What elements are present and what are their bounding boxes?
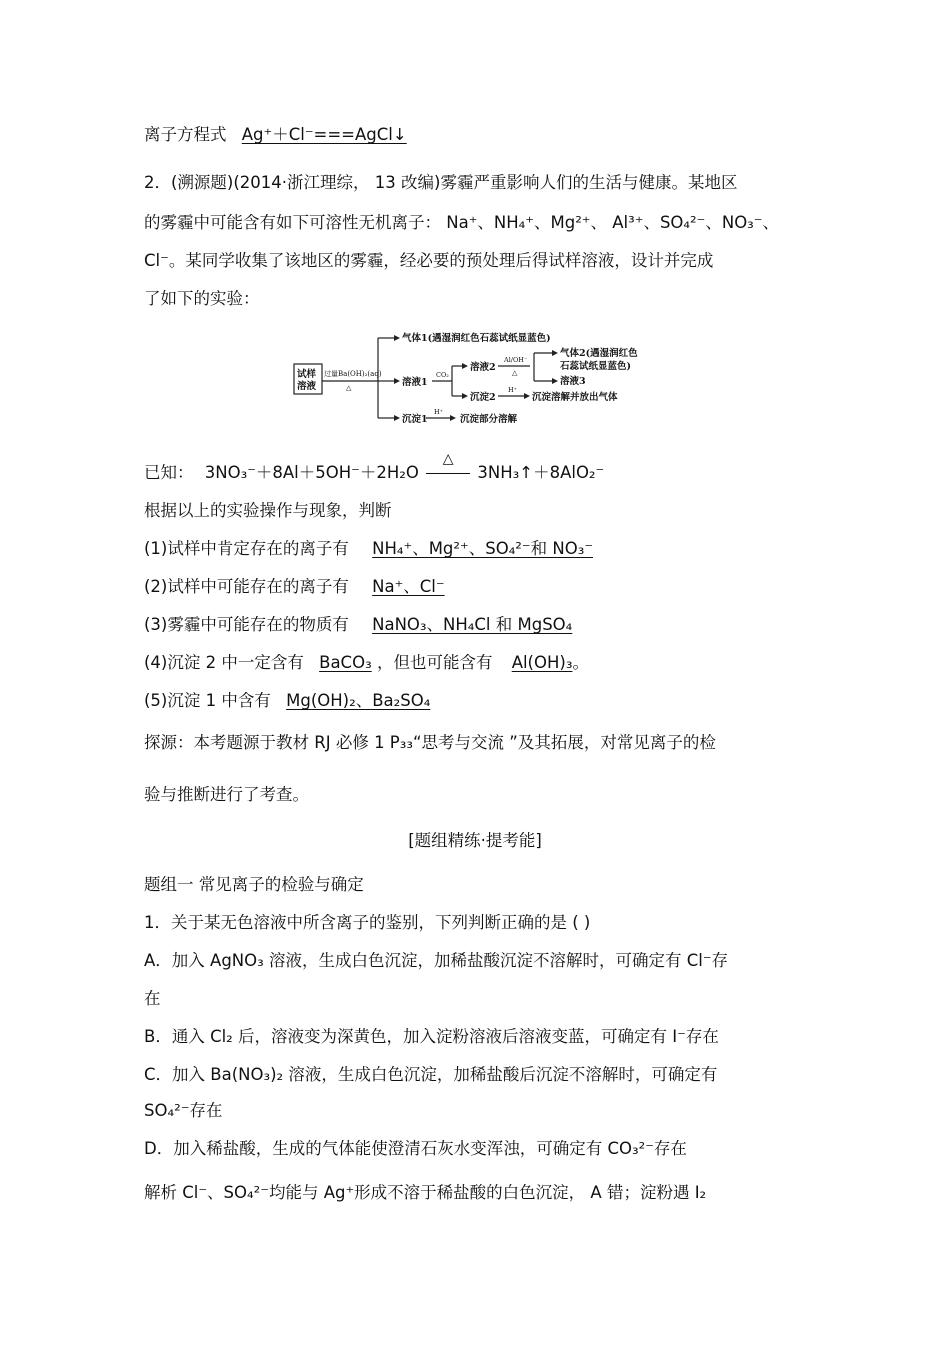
question-2-line1: 2．(溯源题)(2014·浙江理综， 13 改编)雾霾严重影响人们的生活与健康。某地区 [144,173,738,192]
sub-question-2-text: (2)试样中可能存在的离子有 [144,577,349,596]
heat-symbol-2: △ [512,369,518,377]
sub-question-4-text: (4)沉淀 2 中一定含有 [144,653,304,672]
option-a: A．加入 AgNO₃ 溶液，生成白色沉淀，加稀盐酸沉淀不溶解时，可确定有 Cl⁻存 [144,951,729,970]
heat-arrow [424,451,472,484]
precipitate-1: 沉淀1 [402,414,428,425]
sample-label-1: 试样 [297,369,317,380]
experiment-flow-diagram [290,326,670,430]
reagent-h-1: H⁺ [508,386,518,394]
answer-ionic-equation: Ag⁺＋Cl⁻===AgCl↓ [241,125,407,144]
sub-question-3 [144,614,572,636]
heat-symbol: △ [442,451,454,467]
question-2-line2: 的雾霾中可能含有如下可溶性无机离子： Na⁺、NH₄⁺、Mg²⁺、 Al³⁺、SO₄²⁻、NO₃⁻、 [144,213,780,232]
sub-question-4-answer-2: Al(OH)₃ [511,653,573,672]
solution-3: 溶液3 [560,376,586,387]
sub-question-4-end: 。 [572,653,589,672]
known-reactants: 3NO₃⁻＋8Al＋5OH⁻＋2H₂O [204,463,419,482]
sub-question-5 [144,690,430,712]
known-products: 3NH₃↑＋8AlO₂⁻ [477,463,605,482]
section-heading: [题组精练·提考能] [408,831,542,850]
gas-1: 气体1(遇湿润红色石蕊试纸显蓝色) [402,333,551,344]
result-precipitate-2: 沉淀溶解并放出气体 [532,392,618,403]
known-label: 已知： [144,463,194,482]
sub-question-5-answer: Mg(OH)₂、Ba₂SO₄ [286,691,431,710]
arrow-line [426,473,470,474]
sub-question-2-answer: Na⁺、Cl⁻ [372,577,445,596]
analysis-line: 解析 Cl⁻、SO₄²⁻均能与 Ag⁺形成不溶于稀盐酸的白色沉淀， A 错；淀粉遇 I₂ [144,1183,707,1202]
precipitate-2: 沉淀2 [470,392,496,403]
source-line-2: 验与推断进行了考查。 [144,785,309,804]
sub-question-1-answer: NH₄⁺、Mg²⁺、SO₄²⁻和 NO₃⁻ [372,539,594,558]
reagent-1: 过量Ba(OH)₂(aq) [324,370,382,378]
label-ionic-equation: 离子方程式 [144,125,227,144]
option-a-cont: 在 [144,989,161,1008]
known-reaction [144,451,605,484]
question-2-line3: Cl⁻。某同学收集了该地区的雾霾，经必要的预处理后得试样溶液，设计并完成 [144,251,714,270]
judge-line: 根据以上的实验操作与现象，判断 [144,501,392,520]
sub-question-1 [144,538,593,560]
sub-question-4 [144,652,589,674]
question-2-line4: 了如下的实验： [144,289,260,308]
sub-question-3-text: (3)雾霾中可能存在的物质有 [144,615,349,634]
reagent-al-oh: Al/OH⁻ [504,356,528,364]
group-heading: 题组一 常见离子的检验与确定 [144,875,364,894]
sub-question-5-text: (5)沉淀 1 中含有 [144,691,271,710]
reagent-h-2: H⁺ [434,408,444,416]
sub-question-2 [144,576,467,598]
option-b: B．通入 Cl₂ 后，溶液变为深黄色，加入淀粉溶液后溶液变蓝，可确定有 I⁻存在 [144,1027,719,1046]
sub-question-4-answer-1: BaCO₃ [319,653,372,672]
sample-label-2: 溶液 [297,381,317,392]
result-precipitate-1: 沉淀部分溶解 [460,414,518,425]
sub-question-4-middle: ，但也可能含有 [376,653,493,672]
gas-2-line1: 气体2(遇湿润红色 [560,348,638,359]
line-ionic-equation [144,124,407,146]
sub-question-3-answer: NaNO₃、NH₄Cl 和 MgSO₄ [372,615,573,634]
option-c-cont: SO₄²⁻存在 [144,1101,223,1120]
solution-2: 溶液2 [470,362,496,373]
heat-symbol-1: △ [346,384,352,392]
option-d: D．加入稀盐酸，生成的气体能使澄清石灰水变浑浊，可确定有 CO₃²⁻存在 [144,1139,687,1158]
source-line-1: 探源：本考题源于教材 RJ 必修 1 P₃₃“思考与交流 ”及其拓展，对常见离子的检 [144,733,716,752]
reagent-co2: CO₂ [436,371,449,379]
option-c: C．加入 Ba(NO₃)₂ 溶液，生成白色沉淀，加稀盐酸后沉淀不溶解时，可确定有 [144,1065,718,1084]
sub-question-1-text: (1)试样中肯定存在的离子有 [144,539,349,558]
problem-1-stem: 1．关于某无色溶液中所含离子的鉴别，下列判断正确的是 ( ) [144,913,591,932]
gas-2-line2: 石蕊试纸显蓝色) [560,361,631,372]
solution-1: 溶液1 [402,377,428,388]
